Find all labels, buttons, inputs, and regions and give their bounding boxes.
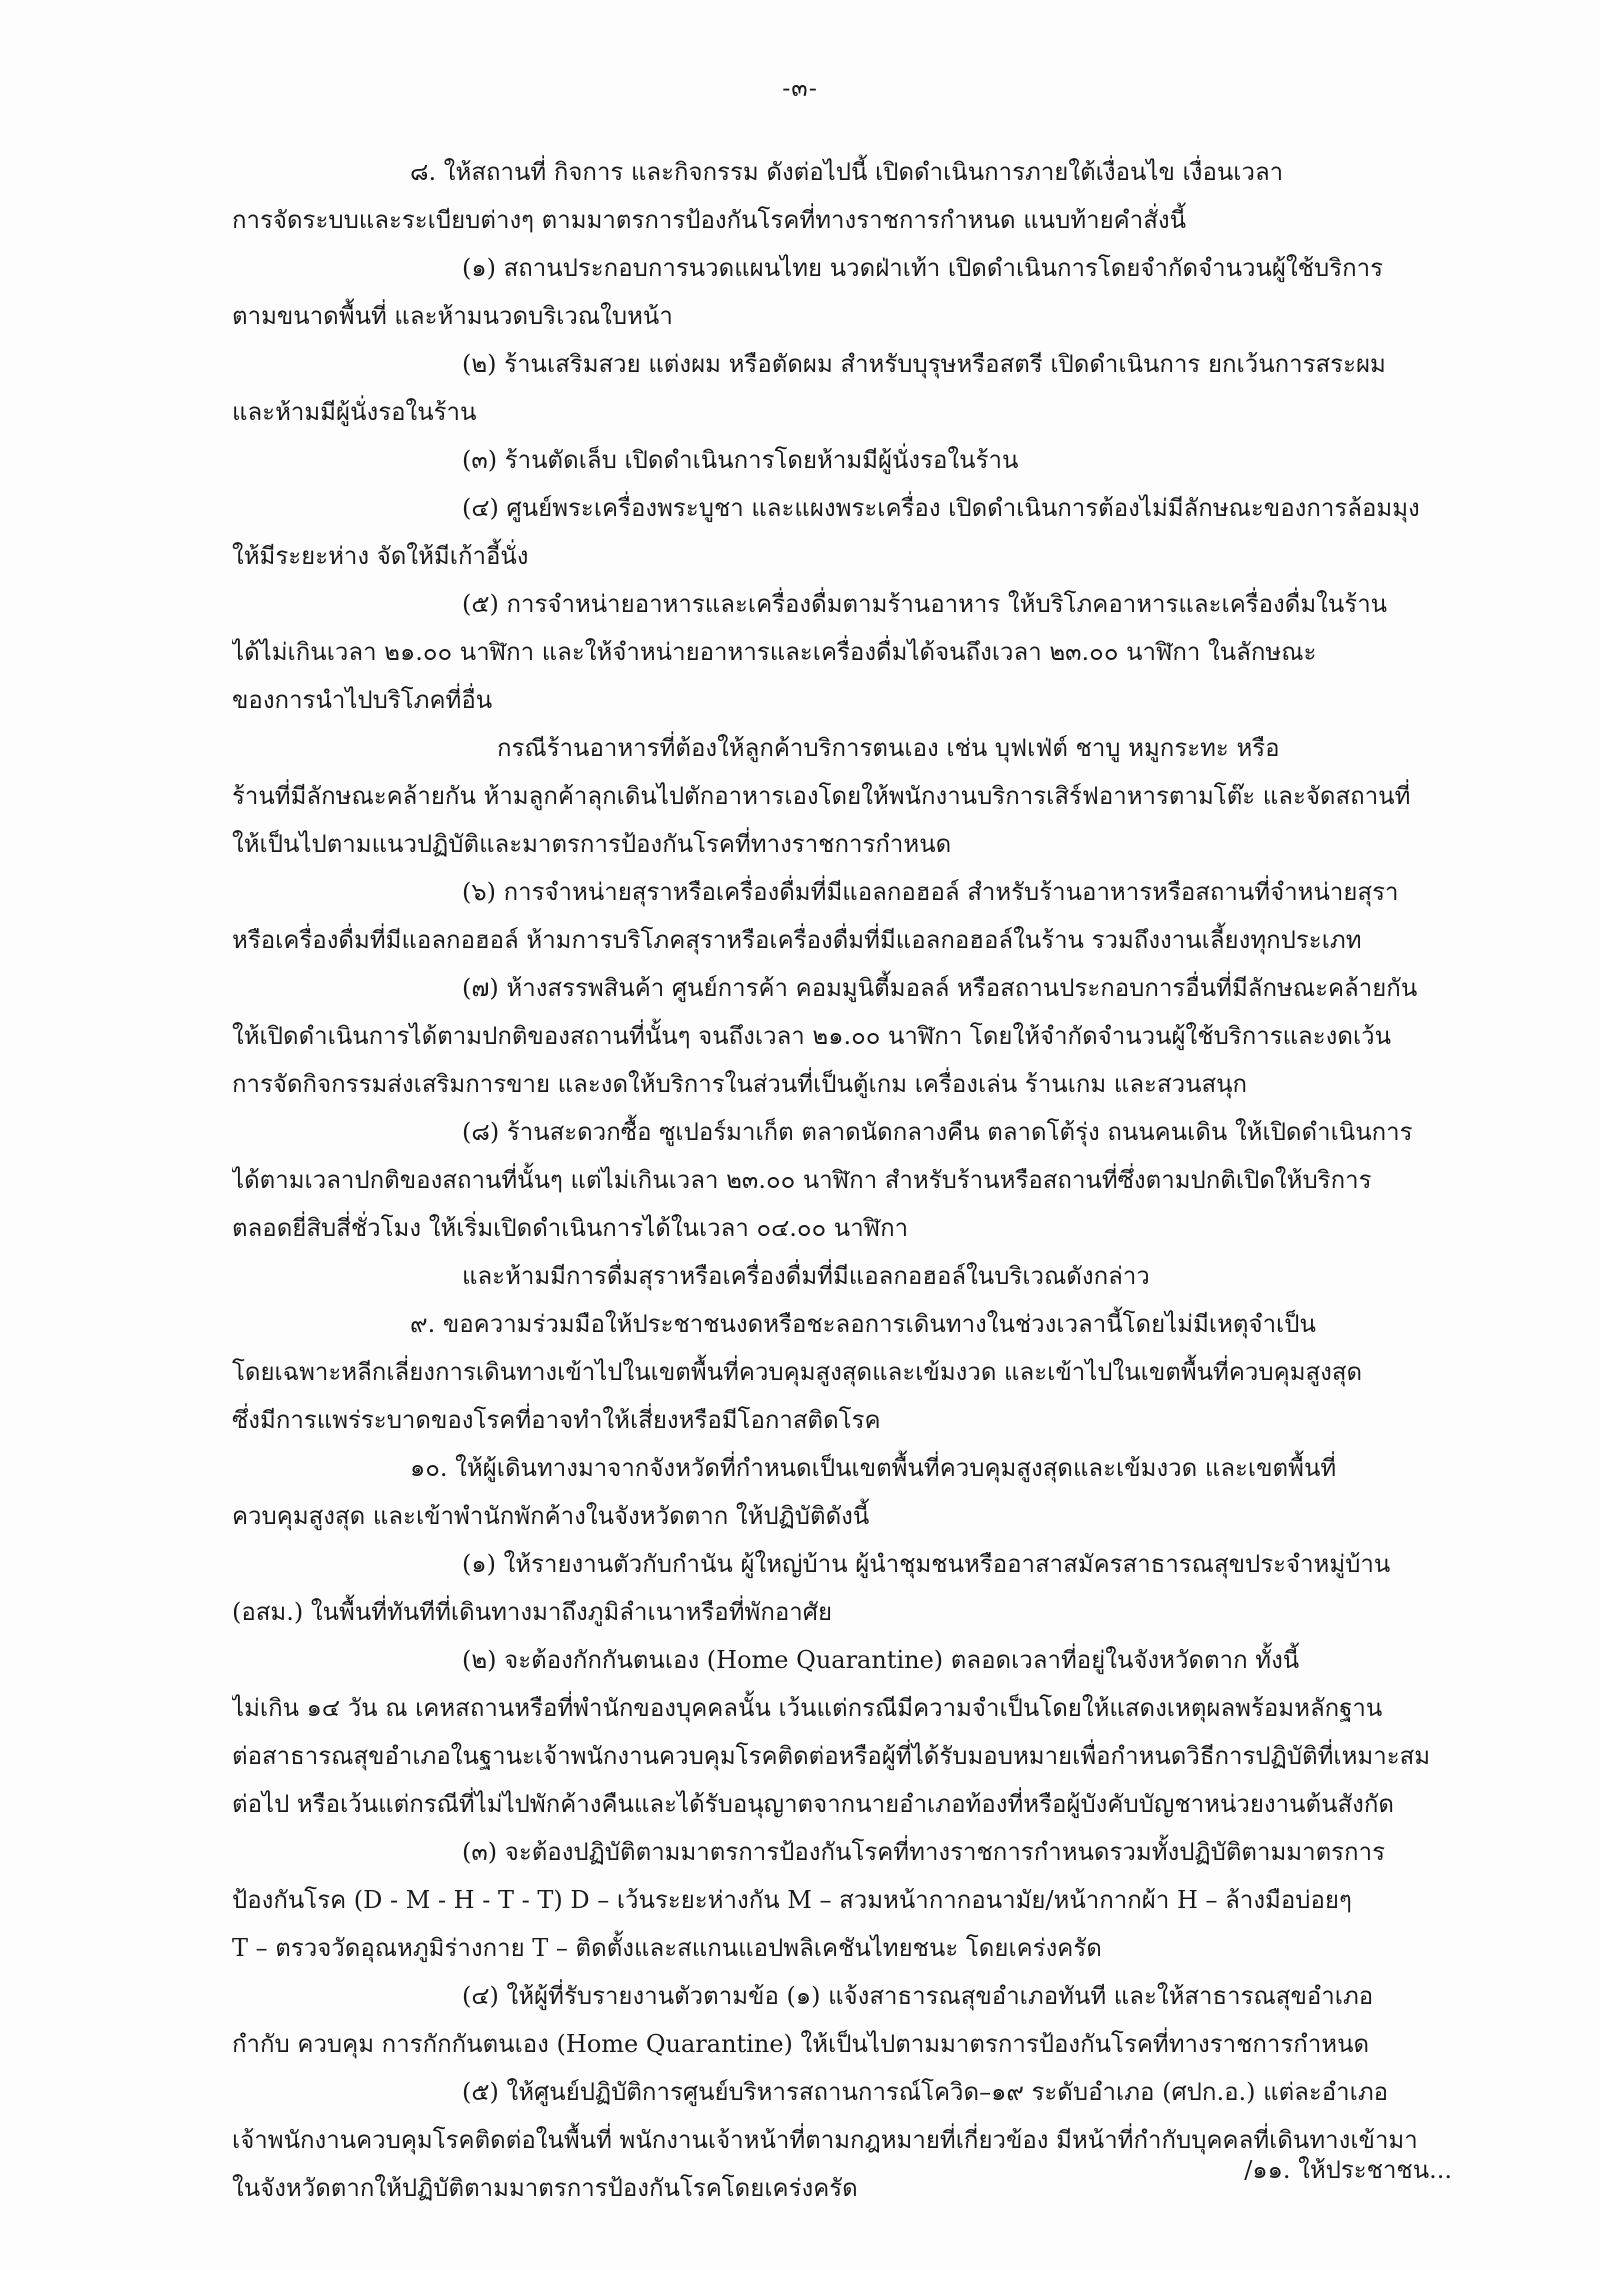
paragraph <box>232 1108 1454 1252</box>
text-line: (๑) ให้รายงานตัวกับกำนัน ผู้ใหญ่บ้าน ผู้นำชุมชนหรืออาสาสมัครสาธารณสุขประจำหมู่บ้าน <box>462 1550 1391 1578</box>
document-body <box>232 148 1454 2212</box>
paragraph <box>232 244 1454 340</box>
text-line: ป้องกันโรค (D - M - H - T - T) D – เว้นระยะห่างกัน M – สวมหน้ากากอนามัย/หน้ากากผ้า H – ล้างมือบ่อยๆ <box>232 1886 1352 1914</box>
text-line: และห้ามมีการดื่มสุราหรือเครื่องดื่มที่มีแอลกอฮอล์ในบริเวณดังกล่าว <box>462 1262 1150 1290</box>
text-line: ในจังหวัดตากให้ปฏิบัติตามมาตรการป้องกันโรคโดยเคร่งครัด <box>232 2174 858 2202</box>
text-line: ตามขนาดพื้นที่ และห้ามนวดบริเวณใบหน้า <box>232 302 673 330</box>
text-line: (๒) ร้านเสริมสวย แต่งผม หรือตัดผม สำหรับบุรุษหรือสตรี เปิดดำเนินการ ยกเว้นการสระผม <box>462 350 1386 378</box>
paragraph <box>232 1636 1454 1828</box>
text-line: เจ้าพนักงานควบคุมโรคติดต่อในพื้นที่ พนักงานเจ้าหน้าที่ตามกฎหมายที่เกี่ยวข้อง มีหน้าที่กำกับบุคคลที่เดินทางเข้ามา <box>232 2126 1418 2154</box>
text-line: (๔) ให้ผู้ที่รับรายงานตัวตามข้อ (๑) แจ้งสาธารณสุขอำเภอทันที และให้สาธารณสุขอำเภอ <box>462 1982 1374 2010</box>
text-line: (อสม.) ในพื้นที่ทันทีที่เดินทางมาถึงภูมิลำเนาหรือที่พักอาศัย <box>232 1598 833 1626</box>
text-line: การจัดกิจกรรมส่งเสริมการขาย และงดให้บริการในส่วนที่เป็นตู้เกม เครื่องเล่น ร้านเกม และสวนสนุก <box>232 1070 1248 1098</box>
paragraph <box>232 484 1454 580</box>
text-line: (๕) ให้ศูนย์ปฏิบัติการศูนย์บริหารสถานการณ์โควิด–๑๙ ระดับอำเภอ (ศปก.อ.) แต่ละอำเภอ <box>462 2078 1389 2106</box>
paragraph <box>232 340 1454 436</box>
text-line: (๖) การจำหน่ายสุราหรือเครื่องดื่มที่มีแอลกอฮอล์ สำหรับร้านอาหารหรือสถานที่จำหน่ายสุรา <box>462 878 1399 906</box>
text-line: ร้านที่มีลักษณะคล้ายกัน ห้ามลูกค้าลุกเดินไปตักอาหารเองโดยให้พนักงานบริการเสิร์ฟอาหารตามโต๊ะ และจัดสถานที่ <box>232 782 1411 810</box>
paragraph <box>232 1540 1454 1636</box>
text-line: ๘. ให้สถานที่ กิจการ และกิจกรรม ดังต่อไปนี้ เปิดดำเนินการภายใต้เงื่อนไข เงื่อนเวลา <box>410 158 1284 186</box>
text-line: การจัดระบบและระเบียบต่างๆ ตามมาตรการป้องกันโรคที่ทางราชการกำหนด แนบท้ายคำสั่งนี้ <box>232 206 1186 234</box>
text-line: หรือเครื่องดื่มที่มีแอลกอฮอล์ ห้ามการบริโภคสุราหรือเครื่องดื่มที่มีแอลกอฮอล์ในร้าน รวมถึงงานเลี้ยงทุกประเภท <box>232 926 1362 954</box>
text-line: (๔) ศูนย์พระเครื่องพระบูชา และแผงพระเครื่อง เปิดดำเนินการต้องไม่มีลักษณะของการล้อมมุง <box>462 494 1420 522</box>
paragraph <box>232 1300 1454 1444</box>
paragraph <box>232 1972 1454 2068</box>
text-line: ซึ่งมีการแพร่ระบาดของโรคที่อาจทำให้เสี่ยงหรือมีโอกาสติดโรค <box>232 1406 881 1434</box>
text-line: (๒) จะต้องกักกันตนเอง (Home Quarantine) ตลอดเวลาที่อยู่ในจังหวัดตาก ทั้งนี้ <box>462 1646 1300 1674</box>
text-line: ควบคุมสูงสุด และเข้าพำนักพักค้างในจังหวัดตาก ให้ปฏิบัติดังนี้ <box>232 1502 870 1530</box>
text-line: (๗) ห้างสรรพสินค้า ศูนย์การค้า คอมมูนิตี้มอลล์ หรือสถานประกอบการอื่นที่มีลักษณะคล้ายกัน <box>462 974 1418 1002</box>
text-line: (๑) สถานประกอบการนวดแผนไทย นวดฝ่าเท้า เปิดดำเนินการโดยจำกัดจำนวนผู้ใช้บริการ <box>462 254 1383 282</box>
paragraph <box>232 1828 1454 1972</box>
text-line: ได้ตามเวลาปกติของสถานที่นั้นๆ แต่ไม่เกินเวลา ๒๓.๐๐ นาฬิกา สำหรับร้านหรือสถานที่ซึ่งตามปกติเปิดให้บริการ <box>232 1166 1372 1194</box>
text-line: (๕) การจำหน่ายอาหารและเครื่องดื่มตามร้านอาหาร ให้บริโภคอาหารและเครื่องดื่มในร้าน <box>462 590 1388 618</box>
paragraph <box>232 1444 1454 1540</box>
paragraph <box>232 868 1454 964</box>
text-line: (๓) จะต้องปฏิบัติตามมาตรการป้องกันโรคที่ทางราชการกำหนดรวมทั้งปฏิบัติตามมาตรการ <box>462 1838 1385 1866</box>
paragraph <box>232 964 1454 1108</box>
text-line: ได้ไม่เกินเวลา ๒๑.๐๐ นาฬิกา และให้จำหน่ายอาหารและเครื่องดื่มได้จนถึงเวลา ๒๓.๐๐ นาฬิกา ในลักษณะ <box>232 638 1317 666</box>
paragraph <box>232 148 1454 244</box>
text-line: ๙. ขอความร่วมมือให้ประชาชนงดหรือชะลอการเดินทางในช่วงเวลานี้โดยไม่มีเหตุจำเป็น <box>410 1310 1316 1338</box>
text-line: (๘) ร้านสะดวกซื้อ ซูเปอร์มาเก็ต ตลาดนัดกลางคืน ตลาดโต้รุ่ง ถนนคนเดิน ให้เปิดดำเนินการ <box>462 1118 1413 1146</box>
text-line: ให้เปิดดำเนินการได้ตามปกติของสถานที่นั้นๆ จนถึงเวลา ๒๑.๐๐ นาฬิกา โดยให้จำกัดจำนวนผู้ใช้บริการและงดเว้น <box>232 1022 1392 1050</box>
text-line: (๓) ร้านตัดเล็บ เปิดดำเนินการโดยห้ามมีผู้นั่งรอในร้าน <box>462 446 1019 474</box>
paragraph <box>232 724 1454 868</box>
text-line: T – ตรวจวัดอุณหภูมิร่างกาย T – ติดตั้งและสแกนแอปพลิเคชันไทยชนะ โดยเคร่งครัด <box>232 1934 1102 1962</box>
text-line: ให้มีระยะห่าง จัดให้มีเก้าอี้นั่ง <box>232 542 529 570</box>
text-line: ๑๐. ให้ผู้เดินทางมาจากจังหวัดที่กำหนดเป็นเขตพื้นที่ควบคุมสูงสุดและเข้มงวด และเขตพื้นที่ <box>410 1454 1337 1482</box>
text-line: ไม่เกิน ๑๔ วัน ณ เคหสถานหรือที่พำนักของบุคคลนั้น เว้นแต่กรณีมีความจำเป็นโดยให้แสดงเหตุผลพร้อมหลักฐาน <box>232 1694 1383 1722</box>
text-line: ตลอดยี่สิบสี่ชั่วโมง ให้เริ่มเปิดดำเนินการได้ในเวลา ๐๔.๐๐ นาฬิกา <box>232 1214 909 1242</box>
paragraph <box>232 580 1454 724</box>
text-line: โดยเฉพาะหลีกเลี่ยงการเดินทางเข้าไปในเขตพื้นที่ควบคุมสูงสุดและเข้มงวด และเข้าไปในเขตพื้นที่ควบคุมสูงสุด <box>232 1358 1363 1386</box>
continuation-text: /๑๑. ให้ประชาชน... <box>1244 2156 1452 2184</box>
text-line: กำกับ ควบคุม การกักกันตนเอง (Home Quarantine) ให้เป็นไปตามมาตรการป้องกันโรคที่ทางราชการกำหนด <box>232 2030 1370 2058</box>
page-number: -๓- <box>782 74 818 102</box>
text-line: ต่อไป หรือเว้นแต่กรณีที่ไม่ไปพักค้างคืนและได้รับอนุญาตจากนายอำเภอท้องที่หรือผู้บังคับบัญชาหน่วยงานต้นสังกัด <box>232 1790 1394 1818</box>
paragraph <box>232 1252 1454 1300</box>
text-line: กรณีร้านอาหารที่ต้องให้ลูกค้าบริการตนเอง เช่น บุฟเฟ่ต์ ชาบู หมูกระทะ หรือ <box>497 734 1280 762</box>
text-line: ของการนำไปบริโภคที่อื่น <box>232 686 493 714</box>
text-line: ต่อสาธารณสุขอำเภอในฐานะเจ้าพนักงานควบคุมโรคติดต่อหรือผู้ที่ได้รับมอบหมายเพื่อกำหนดวิธีการปฏิบัติที่เหมาะสม <box>232 1742 1431 1770</box>
text-line: และห้ามมีผู้นั่งรอในร้าน <box>232 398 477 426</box>
text-line: ให้เป็นไปตามแนวปฏิบัติและมาตรการป้องกันโรคที่ทางราชการกำหนด <box>232 830 952 858</box>
paragraph <box>232 436 1454 484</box>
